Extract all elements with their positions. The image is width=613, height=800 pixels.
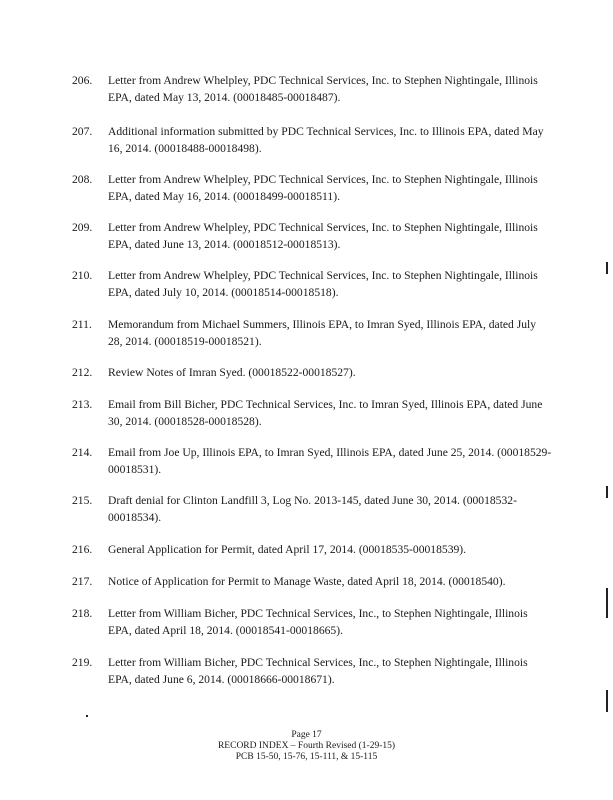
entry-number: 207. — [72, 125, 93, 138]
footer-case-numbers: PCB 15-50, 15-76, 15-111, & 15-115 — [235, 752, 378, 762]
entry-number: 215. — [72, 494, 93, 507]
scan-mark — [86, 715, 88, 717]
entry-text: Letter from Andrew Whelpley, PDC Technical Services, Inc. to Stephen Nightingale, Illinois EPA, dated May 13, 2014. (00018485-00018487). — [108, 74, 538, 104]
record-entry-210 — [72, 267, 552, 301]
entry-number: 210. — [72, 269, 93, 282]
scan-mark — [606, 588, 608, 618]
record-entry-208 — [72, 171, 552, 205]
entry-text: General Application for Permit, dated April 17, 2014. (00018535-00018539). — [108, 543, 467, 556]
record-entry-219 — [72, 654, 552, 688]
entry-number: 212. — [72, 366, 93, 379]
scan-mark — [606, 690, 608, 712]
entry-text: Email from Bill Bicher, PDC Technical Services, Inc. to Imran Syed, Illinois EPA, dated June 30, 2014. (00018528-00018528). — [108, 398, 543, 428]
entry-number: 211. — [72, 318, 92, 331]
record-entry-207 — [72, 123, 552, 157]
entry-text: Letter from William Bicher, PDC Technical Services, Inc., to Stephen Nightingale, Illinois EPA, dated June 6, 2014. (00018666-00018671). — [108, 656, 528, 686]
record-entry-218 — [72, 605, 552, 639]
record-entry-216 — [72, 541, 552, 558]
entry-number: 206. — [72, 74, 93, 87]
record-entry-215 — [72, 492, 552, 526]
entry-text: Memorandum from Michael Summers, Illinois EPA, to Imran Syed, Illinois EPA, dated July 28, 2014. (00018519-00018521). — [108, 318, 537, 348]
record-entry-211 — [72, 316, 552, 350]
entry-text: Notice of Application for Permit to Manage Waste, dated April 18, 2014. (00018540). — [108, 575, 506, 588]
entry-number: 209. — [72, 221, 93, 234]
record-entry-214 — [72, 444, 552, 478]
entry-text: Review Notes of Imran Syed. (00018522-00018527). — [108, 366, 356, 379]
record-entry-212 — [72, 364, 552, 381]
entry-text: Letter from Andrew Whelpley, PDC Technical Services, Inc. to Stephen Nightingale, Illinois EPA, dated May 16, 2014. (00018499-00018511). — [108, 173, 538, 203]
entry-text: Draft denial for Clinton Landfill 3, Log No. 2013-145, dated June 30, 2014. (00018532-00018534). — [108, 494, 517, 524]
record-entry-206 — [72, 72, 552, 106]
record-entry-209 — [72, 219, 552, 253]
entry-number: 214. — [72, 446, 93, 459]
entry-text: Email from Joe Up, Illinois EPA, to Imran Syed, Illinois EPA, dated June 25, 2014. (00018529-00018531). — [108, 446, 552, 476]
record-entry-217 — [72, 573, 552, 590]
scan-mark — [606, 486, 608, 498]
entry-number: 219. — [72, 656, 93, 669]
entry-text: Letter from Andrew Whelpley, PDC Technical Services, Inc. to Stephen Nightingale, Illinois EPA, dated July 10, 2014. (00018514-00018518). — [108, 269, 538, 299]
footer-record-index: RECORD INDEX – Fourth Revised (1-29-15) — [217, 741, 396, 751]
entry-text: Additional information submitted by PDC Technical Services, Inc. to Illinois EPA, dated May 16, 2014. (00018488-00018498). — [108, 125, 544, 155]
scan-mark — [606, 262, 608, 274]
footer-page-number: Page 17 — [291, 730, 322, 740]
entry-number: 216. — [72, 543, 93, 556]
entry-number: 218. — [72, 607, 93, 620]
entry-text: Letter from William Bicher, PDC Technical Services, Inc., to Stephen Nightingale, Illinois EPA, dated April 18, 2014. (00018541-00018665). — [108, 607, 528, 637]
entry-number: 208. — [72, 173, 93, 186]
record-entry-213 — [72, 396, 552, 430]
entry-number: 213. — [72, 398, 93, 411]
entry-number: 217. — [72, 575, 93, 588]
entry-text: Letter from Andrew Whelpley, PDC Technical Services, Inc. to Stephen Nightingale, Illinois EPA, dated June 13, 2014. (00018512-00018513). — [108, 221, 538, 251]
